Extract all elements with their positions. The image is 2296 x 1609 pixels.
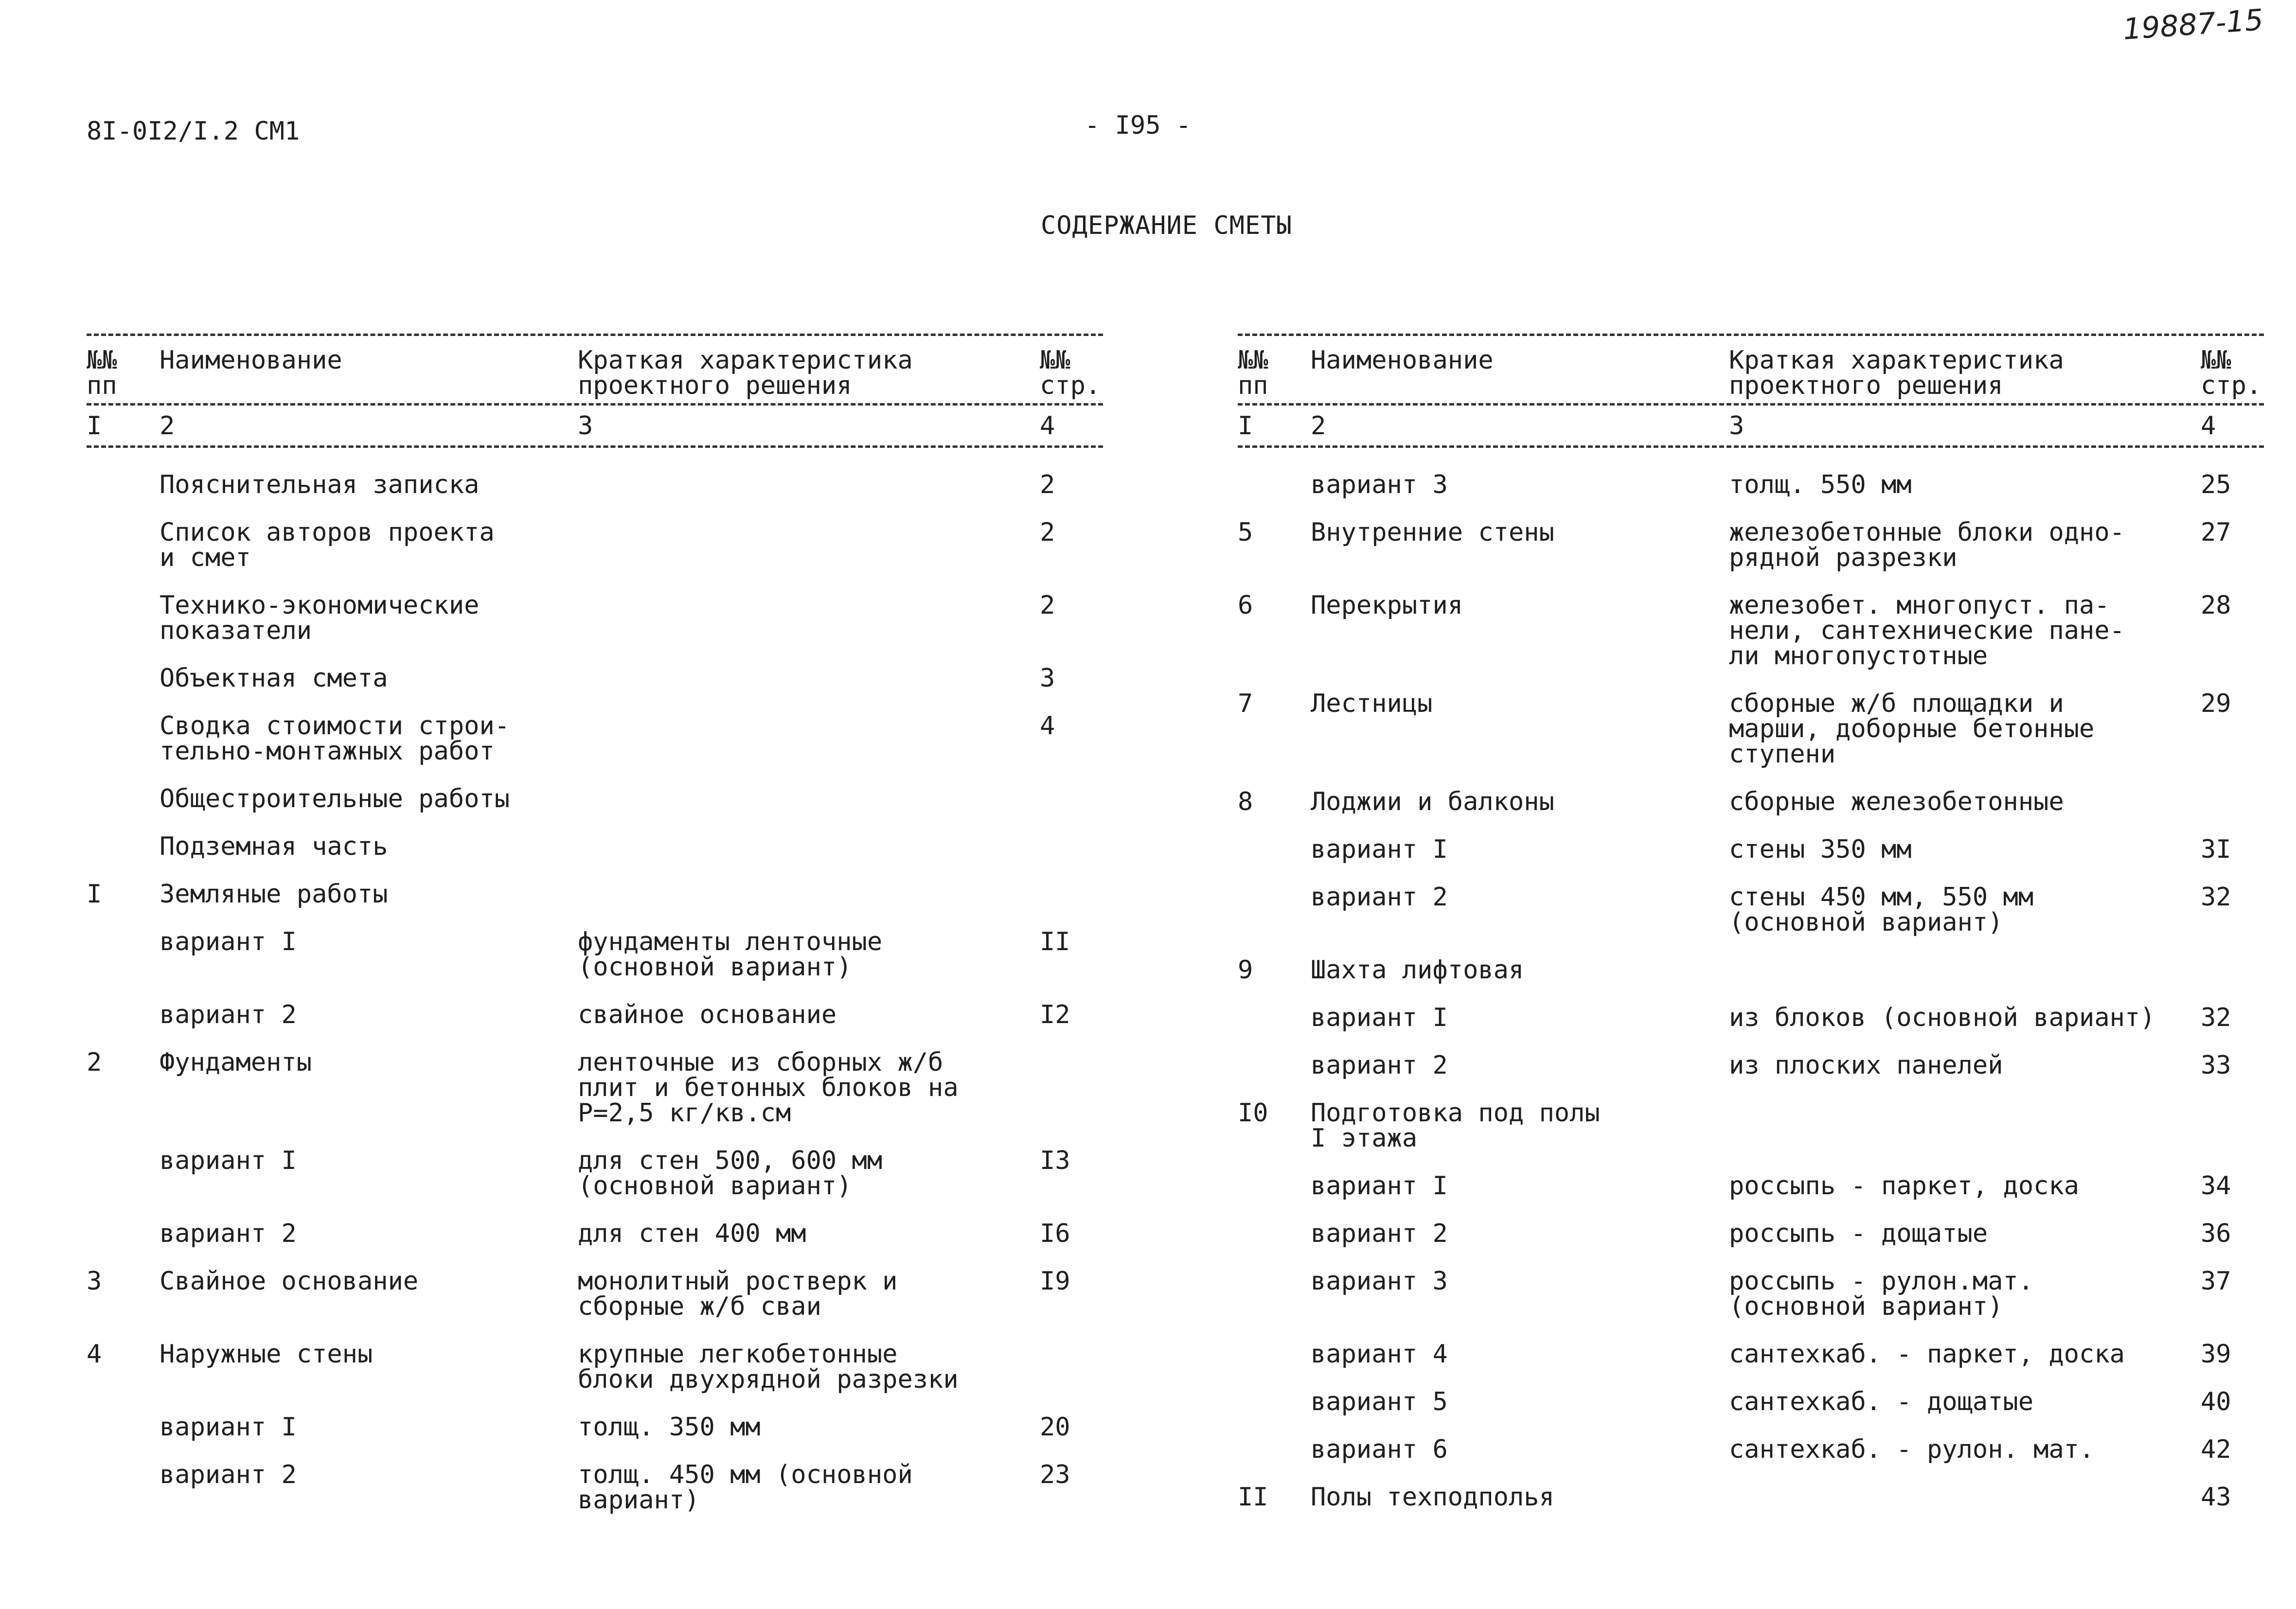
- column-numbers: [1238, 413, 2264, 439]
- row-page: 29: [2201, 689, 2231, 718]
- row-description: для стен 500, 600 мм (основной вариант): [578, 1146, 883, 1201]
- document-code: 8I-0I2/I.2 СМ1: [87, 117, 300, 146]
- table-row: [87, 834, 1103, 859]
- table-body: [87, 472, 1103, 1513]
- row-name: вариант 2: [160, 1000, 297, 1029]
- row-name: Подготовка под полы I этажа: [1311, 1098, 1600, 1153]
- row-number: 8: [1238, 787, 1253, 816]
- row-name: вариант I: [160, 1146, 297, 1175]
- table-row: [87, 1221, 1103, 1246]
- row-name: вариант 2: [160, 1219, 297, 1248]
- table-rule: [1238, 445, 2264, 448]
- row-page: I9: [1040, 1267, 1070, 1296]
- table-row: [87, 1462, 1103, 1513]
- table-row: [1238, 1221, 2264, 1246]
- row-number: 4: [87, 1340, 102, 1369]
- row-description: железобет. многопуст. па- нели, сантехнические пане- ли многопустотные: [1729, 591, 2125, 671]
- row-page: 2: [1040, 591, 1055, 620]
- table-row: [87, 1415, 1103, 1440]
- row-page: 34: [2201, 1171, 2231, 1201]
- column-numbers: [87, 413, 1103, 439]
- row-description: толщ. 350 мм: [578, 1413, 761, 1442]
- column-number: 4: [1040, 411, 1055, 441]
- row-page: 25: [2201, 470, 2231, 499]
- row-name: вариант I: [1311, 1003, 1448, 1032]
- row-description: для стен 400 мм: [578, 1219, 806, 1248]
- table-row: [87, 786, 1103, 812]
- row-page: 3I: [2201, 835, 2231, 864]
- table-row: [1238, 593, 2264, 669]
- row-page: 2: [1040, 518, 1055, 547]
- row-name: вариант 5: [1311, 1387, 1448, 1416]
- table-row: [87, 1269, 1103, 1319]
- column-number: 4: [2201, 411, 2216, 441]
- row-description: сборные ж/б площадки и марши, доборные бетонные ступени: [1729, 689, 2095, 769]
- row-name: вариант 2: [160, 1460, 297, 1489]
- page-title: СОДЕРЖАНИЕ СМЕТЫ: [1041, 211, 1292, 240]
- row-page: 36: [2201, 1219, 2231, 1248]
- table-row: [87, 1002, 1103, 1027]
- row-number: 9: [1238, 955, 1253, 985]
- table-row: [87, 713, 1103, 764]
- row-page: I2: [1040, 1000, 1070, 1029]
- header-name: Наименование: [1311, 346, 1494, 375]
- row-number: II: [1238, 1483, 1268, 1512]
- row-description: россыпь - паркет, доска: [1729, 1171, 2080, 1201]
- table-row: [1238, 789, 2264, 814]
- row-page: 39: [2201, 1340, 2231, 1369]
- table-row: [87, 593, 1103, 643]
- row-page: 32: [2201, 1003, 2231, 1032]
- table-row: [1238, 957, 2264, 983]
- column-number: 2: [160, 411, 175, 441]
- table-row: [87, 666, 1103, 691]
- table-rule: [87, 334, 1103, 336]
- row-page: 32: [2201, 883, 2231, 912]
- row-name: вариант 4: [1311, 1340, 1448, 1369]
- row-name: Список авторов проекта и смет: [160, 518, 495, 572]
- column-number: 3: [1729, 411, 1744, 441]
- table-row: [1238, 1173, 2264, 1199]
- row-page: 40: [2201, 1387, 2231, 1416]
- row-number: 7: [1238, 689, 1253, 718]
- header-page: №№ стр.: [1040, 346, 1101, 400]
- row-number: 5: [1238, 518, 1253, 547]
- row-description: из плоских панелей: [1729, 1051, 2003, 1080]
- row-description: толщ. 450 мм (основной вариант): [578, 1460, 913, 1515]
- row-description: россыпь - дощатые: [1729, 1219, 1988, 1248]
- header-description: Краткая характеристика проектного решения: [578, 346, 913, 400]
- row-description: сборные железобетонные: [1729, 787, 2064, 816]
- table-row: [87, 520, 1103, 570]
- table-row: [1238, 1437, 2264, 1462]
- column-number: 3: [578, 411, 593, 441]
- table-row: [87, 472, 1103, 497]
- row-number: I0: [1238, 1098, 1268, 1128]
- row-name: Сводка стоимости строи- тельно-монтажных работ: [160, 711, 510, 766]
- row-name: вариант 6: [1311, 1435, 1448, 1464]
- row-description: железобетонные блоки одно- рядной разрезки: [1729, 518, 2125, 572]
- row-name: Фундаменты: [160, 1048, 312, 1077]
- table-row: [1238, 1342, 2264, 1367]
- table-header: [1238, 348, 2264, 398]
- table-rule: [1238, 403, 2264, 406]
- table-row: [87, 1148, 1103, 1199]
- row-name: вариант 2: [1311, 883, 1448, 912]
- row-description: россыпь - рулон.мат. (основной вариант): [1729, 1267, 2034, 1321]
- row-description: из блоков (основной вариант): [1729, 1003, 2155, 1032]
- row-page: 27: [2201, 518, 2231, 547]
- column-number: I: [1238, 411, 1253, 441]
- table-rule: [1238, 334, 2264, 336]
- row-name: Шахта лифтовая: [1311, 955, 1524, 985]
- row-name: Полы техподполья: [1311, 1483, 1554, 1512]
- table-rule: [87, 403, 1103, 406]
- table-row: [87, 1342, 1103, 1392]
- row-name: Свайное основание: [160, 1267, 419, 1296]
- table-row: [1238, 837, 2264, 862]
- row-page: 2: [1040, 470, 1055, 499]
- header-page: №№ стр.: [2201, 346, 2262, 400]
- row-name: Объектная смета: [160, 664, 388, 693]
- page-number: - I95 -: [1085, 111, 1192, 140]
- table-row: [1238, 472, 2264, 497]
- row-name: вариант I: [1311, 1171, 1448, 1201]
- row-name: Лоджии и балконы: [1311, 787, 1554, 816]
- header-number: №№ пп: [1238, 346, 1268, 400]
- row-name: вариант 3: [1311, 1267, 1448, 1296]
- row-name: Внутренние стены: [1311, 518, 1554, 547]
- row-page: 23: [1040, 1460, 1070, 1489]
- row-name: вариант 3: [1311, 470, 1448, 499]
- row-page: II: [1040, 927, 1070, 956]
- row-name: Перекрытия: [1311, 591, 1463, 620]
- row-page: 37: [2201, 1267, 2231, 1296]
- row-page: 43: [2201, 1483, 2231, 1512]
- row-description: ленточные из сборных ж/б плит и бетонных блоков на Р=2,5 кг/кв.см: [578, 1048, 959, 1128]
- row-name: вариант I: [160, 1413, 297, 1442]
- row-name: Лестницы: [1311, 689, 1433, 718]
- table-header: [87, 348, 1103, 398]
- contents-table-right: [1238, 334, 2264, 1532]
- table-row: [1238, 1100, 2264, 1151]
- row-name: вариант I: [1311, 835, 1448, 864]
- table-row: [1238, 1053, 2264, 1078]
- row-name: вариант I: [160, 927, 297, 956]
- table-row: [1238, 1269, 2264, 1319]
- row-description: толщ. 550 мм: [1729, 470, 1912, 499]
- contents-table-left: [87, 334, 1103, 1535]
- row-number: 2: [87, 1048, 102, 1077]
- row-description: свайное основание: [578, 1000, 837, 1029]
- row-name: Земляные работы: [160, 880, 388, 909]
- row-page: 33: [2201, 1051, 2231, 1080]
- row-name: вариант 2: [1311, 1219, 1448, 1248]
- table-row: [1238, 1389, 2264, 1415]
- row-name: Общестроительные работы: [160, 784, 510, 813]
- row-number: I: [87, 880, 102, 909]
- table-rule: [87, 445, 1103, 448]
- column-number: I: [87, 411, 102, 441]
- table-row: [1238, 691, 2264, 767]
- table-row: [87, 882, 1103, 907]
- row-page: I3: [1040, 1146, 1070, 1175]
- row-page: I6: [1040, 1219, 1070, 1248]
- header-name: Наименование: [160, 346, 342, 375]
- column-number: 2: [1311, 411, 1326, 441]
- table-row: [1238, 884, 2264, 935]
- row-description: фундаменты ленточные (основной вариант): [578, 927, 883, 982]
- row-page: 4: [1040, 711, 1055, 741]
- table-body: [1238, 472, 2264, 1510]
- table-row: [1238, 1485, 2264, 1510]
- row-description: стены 350 мм: [1729, 835, 1912, 864]
- row-description: сантехкаб. - паркет, доска: [1729, 1340, 2125, 1369]
- table-row: [87, 1050, 1103, 1126]
- row-number: 3: [87, 1267, 102, 1296]
- row-description: стены 450 мм, 550 мм (основной вариант): [1729, 883, 2034, 937]
- row-name: Технико-экономические показатели: [160, 591, 480, 645]
- row-name: вариант 2: [1311, 1051, 1448, 1080]
- row-name: Подземная часть: [160, 832, 388, 861]
- row-page: 42: [2201, 1435, 2231, 1464]
- row-description: крупные легкобетонные блоки двухрядной разрезки: [578, 1340, 959, 1394]
- row-page: 3: [1040, 664, 1055, 693]
- row-description: монолитный ростверк и сборные ж/б сваи: [578, 1267, 898, 1321]
- table-row: [1238, 1005, 2264, 1030]
- row-name: Пояснительная записка: [160, 470, 480, 499]
- row-number: 6: [1238, 591, 1253, 620]
- table-row: [87, 929, 1103, 980]
- archive-stamp: 19887-15: [2121, 3, 2264, 47]
- header-number: №№ пп: [87, 346, 117, 400]
- row-description: сантехкаб. - рулон. мат.: [1729, 1435, 2095, 1464]
- row-page: 20: [1040, 1413, 1070, 1442]
- header-description: Краткая характеристика проектного решения: [1729, 346, 2064, 400]
- row-description: сантехкаб. - дощатые: [1729, 1387, 2034, 1416]
- row-page: 28: [2201, 591, 2231, 620]
- table-row: [1238, 520, 2264, 570]
- row-name: Наружные стены: [160, 1340, 373, 1369]
